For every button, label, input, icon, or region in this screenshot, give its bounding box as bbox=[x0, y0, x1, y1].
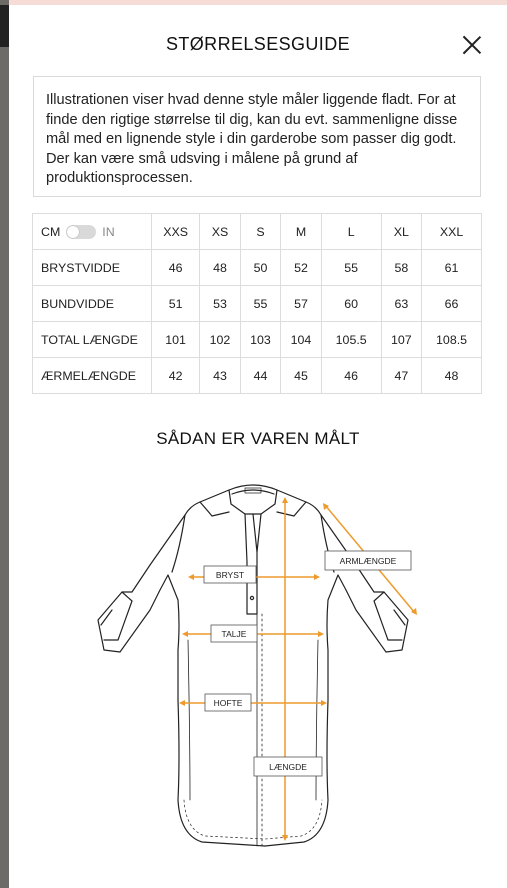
size-header: XXS bbox=[152, 214, 200, 250]
description-box bbox=[33, 76, 481, 197]
table-cell: 66 bbox=[422, 286, 482, 322]
table-row bbox=[33, 286, 482, 322]
row-label: BUNDVIDDE bbox=[33, 286, 152, 322]
toggle-knob bbox=[67, 226, 79, 238]
size-header: XS bbox=[200, 214, 241, 250]
table-cell: 43 bbox=[200, 358, 241, 394]
table-cell: 45 bbox=[281, 358, 322, 394]
table-header-row bbox=[33, 214, 482, 250]
table-row bbox=[33, 250, 482, 286]
measure-tags bbox=[204, 551, 411, 776]
length-label: LÆNGDE bbox=[269, 762, 307, 772]
table-cell: 50 bbox=[240, 250, 281, 286]
table-cell: 58 bbox=[381, 250, 422, 286]
unit-in-label[interactable]: IN bbox=[102, 224, 115, 239]
table-cell: 47 bbox=[381, 358, 422, 394]
table-cell: 107 bbox=[381, 322, 422, 358]
size-header: L bbox=[321, 214, 381, 250]
unit-cm-label[interactable]: CM bbox=[41, 224, 61, 239]
dress-drawing bbox=[98, 485, 408, 846]
table-cell: 105.5 bbox=[321, 322, 381, 358]
table-cell: 53 bbox=[200, 286, 241, 322]
measurement-title: SÅDAN ER VAREN MÅLT bbox=[156, 429, 360, 448]
backdrop-header bbox=[0, 5, 9, 47]
table-cell: 55 bbox=[321, 250, 381, 286]
table-row bbox=[33, 322, 482, 358]
table-cell: 102 bbox=[200, 322, 241, 358]
row-label: BRYSTVIDDE bbox=[33, 250, 152, 286]
table-cell: 103 bbox=[240, 322, 281, 358]
table-cell: 51 bbox=[152, 286, 200, 322]
unit-toggle-switch[interactable] bbox=[66, 225, 96, 239]
row-label: ÆRMELÆNGDE bbox=[33, 358, 152, 394]
measure-lines bbox=[179, 497, 417, 841]
table-cell: 52 bbox=[281, 250, 322, 286]
size-header: XL bbox=[381, 214, 422, 250]
size-table bbox=[32, 213, 482, 394]
bust-label: BRYST bbox=[215, 570, 245, 580]
description-text: Illustrationen viser hvad denne style måler liggende fladt. For at finde den rigtige størrelse til dig, kan du evt. sammenligne disse mål med en lignende style i din garderobe som passer dig godt. Der kan være små udsving i målene på grund af produktionsprocessen. bbox=[46, 92, 458, 187]
waist-label: TALJE bbox=[221, 629, 247, 639]
size-header: S bbox=[240, 214, 281, 250]
row-label: TOTAL LÆNGDE bbox=[33, 322, 152, 358]
table-cell: 46 bbox=[152, 250, 200, 286]
table-cell: 55 bbox=[240, 286, 281, 322]
size-header: M bbox=[281, 214, 322, 250]
size-header: XXL bbox=[422, 214, 482, 250]
table-cell: 48 bbox=[422, 358, 482, 394]
table-cell: 63 bbox=[381, 286, 422, 322]
table-cell: 61 bbox=[422, 250, 482, 286]
table-cell: 44 bbox=[240, 358, 281, 394]
table-cell: 60 bbox=[321, 286, 381, 322]
garment-illustration bbox=[9, 470, 507, 880]
table-cell: 42 bbox=[152, 358, 200, 394]
hip-label: HOFTE bbox=[213, 698, 243, 708]
table-cell: 57 bbox=[281, 286, 322, 322]
sleeve-label: ARMLÆNGDE bbox=[339, 556, 397, 566]
unit-toggle-cell bbox=[33, 214, 152, 250]
backdrop-overlay[interactable] bbox=[0, 0, 9, 888]
table-cell: 48 bbox=[200, 250, 241, 286]
modal-title: STØRRELSESGUIDE bbox=[165, 34, 351, 54]
table-row bbox=[33, 358, 482, 394]
table-cell: 46 bbox=[321, 358, 381, 394]
table-cell: 108.5 bbox=[422, 322, 482, 358]
table-cell: 104 bbox=[281, 322, 322, 358]
table-cell: 101 bbox=[152, 322, 200, 358]
close-icon[interactable] bbox=[462, 35, 482, 55]
